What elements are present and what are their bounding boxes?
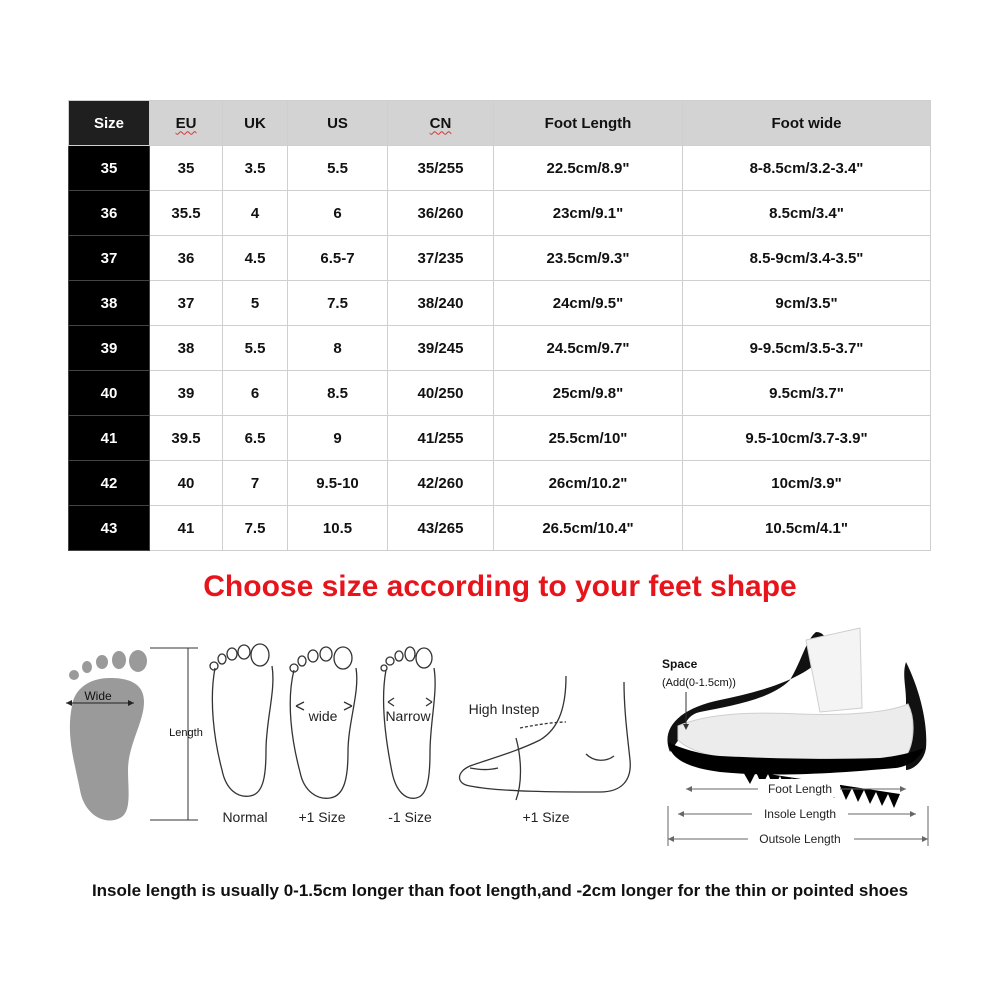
table-cell: 10cm/3.9" <box>683 461 931 506</box>
insole-length-label: Insole Length <box>763 807 837 821</box>
table-cell: 41 <box>150 506 223 551</box>
table-cell: 39/245 <box>388 326 494 371</box>
table-cell: 8-8.5cm/3.2-3.4" <box>683 146 931 191</box>
table-cell: 25.5cm/10" <box>494 416 683 461</box>
row-size-label: 40 <box>69 371 150 416</box>
row-size-label: 43 <box>69 506 150 551</box>
normal-caption: Normal <box>222 809 268 825</box>
row-size-label: 41 <box>69 416 150 461</box>
row-size-label: 37 <box>69 236 150 281</box>
table-cell: 25cm/9.8" <box>494 371 683 416</box>
foot-length-label: Foot Length <box>767 782 833 796</box>
table-cell: 23.5cm/9.3" <box>494 236 683 281</box>
wide-label: Wide <box>84 689 112 703</box>
table-cell: 9.5cm/3.7" <box>683 371 931 416</box>
column-header-uk: UK <box>223 101 288 146</box>
table-cell: 36/260 <box>388 191 494 236</box>
table-cell: 8.5cm/3.4" <box>683 191 931 236</box>
table-cell: 42/260 <box>388 461 494 506</box>
insole-length-note: Insole length is usually 0-1.5cm longer than foot length,and -2cm longer for the thin or pointed shoes <box>91 881 909 900</box>
column-header-cn: CN <box>388 101 494 146</box>
normal-foot-figure <box>210 644 273 796</box>
table-cell: 43/265 <box>388 506 494 551</box>
table-cell: 35/255 <box>388 146 494 191</box>
instep-caption: +1 Size <box>522 809 570 825</box>
column-header-us: US <box>288 101 388 146</box>
table-cell: 40 <box>150 461 223 506</box>
foot-shape-illustrations <box>0 620 1000 860</box>
table-cell: 8.5 <box>288 371 388 416</box>
table-cell: 8.5-9cm/3.4-3.5" <box>683 236 931 281</box>
table-cell: 4 <box>223 191 288 236</box>
table-row <box>69 371 931 416</box>
column-header-foot-length: Foot Length <box>494 101 683 146</box>
table-cell: 36 <box>150 236 223 281</box>
column-header-size: Size <box>69 101 150 146</box>
table-row <box>69 326 931 371</box>
normal-foot-outline-icon <box>210 644 273 796</box>
table-row <box>69 236 931 281</box>
table-cell: 6.5-7 <box>288 236 388 281</box>
foot-silhouette-icon <box>69 650 147 820</box>
column-header-eu: EU <box>150 101 223 146</box>
table-cell: 5.5 <box>288 146 388 191</box>
table-body <box>69 146 931 551</box>
space-label: Space <box>662 657 698 671</box>
row-size-label: 36 <box>69 191 150 236</box>
table-cell: 10.5cm/4.1" <box>683 506 931 551</box>
foot-measurement-figure <box>66 648 203 820</box>
table-header-row <box>69 101 931 146</box>
table-cell: 10.5 <box>288 506 388 551</box>
table-cell: 3.5 <box>223 146 288 191</box>
table-cell: 7.5 <box>223 506 288 551</box>
table-cell: 22.5cm/8.9" <box>494 146 683 191</box>
table-cell: 26cm/10.2" <box>494 461 683 506</box>
wide-foot-figure <box>290 647 357 798</box>
table-cell: 35.5 <box>150 191 223 236</box>
table-cell: 37 <box>150 281 223 326</box>
row-size-label: 42 <box>69 461 150 506</box>
high-instep-figure <box>460 676 631 800</box>
table-cell: 38/240 <box>388 281 494 326</box>
table-cell: 39.5 <box>150 416 223 461</box>
table-row <box>69 191 931 236</box>
table-cell: 9 <box>288 416 388 461</box>
table-cell: 4.5 <box>223 236 288 281</box>
high-instep-foot-icon <box>460 676 631 800</box>
row-size-label: 39 <box>69 326 150 371</box>
length-label: Length <box>169 727 203 739</box>
table-row <box>69 281 931 326</box>
column-header-foot-wide: Foot wide <box>683 101 931 146</box>
space-detail: (Add(0-1.5cm)) <box>662 677 736 689</box>
narrow-foot-label: Narrow <box>385 708 431 724</box>
table-cell: 5.5 <box>223 326 288 371</box>
table-cell: 38 <box>150 326 223 371</box>
table-cell: 9.5-10cm/3.7-3.9" <box>683 416 931 461</box>
table-cell: 5 <box>223 281 288 326</box>
table-cell: 40/250 <box>388 371 494 416</box>
narrow-foot-figure <box>381 647 435 798</box>
table-cell: 41/255 <box>388 416 494 461</box>
outsole-length-label: Outsole Length <box>759 832 841 846</box>
wide-caption: +1 Size <box>298 809 346 825</box>
table-cell: 39 <box>150 371 223 416</box>
table-cell: 9cm/3.5" <box>683 281 931 326</box>
size-chart-table <box>68 100 931 551</box>
wide-foot-label: wide <box>308 708 338 724</box>
table-cell: 26.5cm/10.4" <box>494 506 683 551</box>
table-cell: 23cm/9.1" <box>494 191 683 236</box>
table-cell: 24cm/9.5" <box>494 281 683 326</box>
table-cell: 9-9.5cm/3.5-3.7" <box>683 326 931 371</box>
high-instep-label: High Instep <box>468 701 540 717</box>
table-cell: 37/235 <box>388 236 494 281</box>
table-cell: 6.5 <box>223 416 288 461</box>
table-row <box>69 416 931 461</box>
shoe-cross-section-figure <box>662 628 928 847</box>
table-cell: 35 <box>150 146 223 191</box>
table-cell: 8 <box>288 326 388 371</box>
table-row <box>69 461 931 506</box>
table-cell: 7 <box>223 461 288 506</box>
row-size-label: 38 <box>69 281 150 326</box>
headline: Choose size according to your feet shape <box>203 570 797 603</box>
table-cell: 24.5cm/9.7" <box>494 326 683 371</box>
table-cell: 6 <box>223 371 288 416</box>
row-size-label: 35 <box>69 146 150 191</box>
table-cell: 9.5-10 <box>288 461 388 506</box>
table-row <box>69 506 931 551</box>
table-cell: 7.5 <box>288 281 388 326</box>
table-row <box>69 146 931 191</box>
narrow-caption: -1 Size <box>388 809 432 825</box>
table-cell: 6 <box>288 191 388 236</box>
